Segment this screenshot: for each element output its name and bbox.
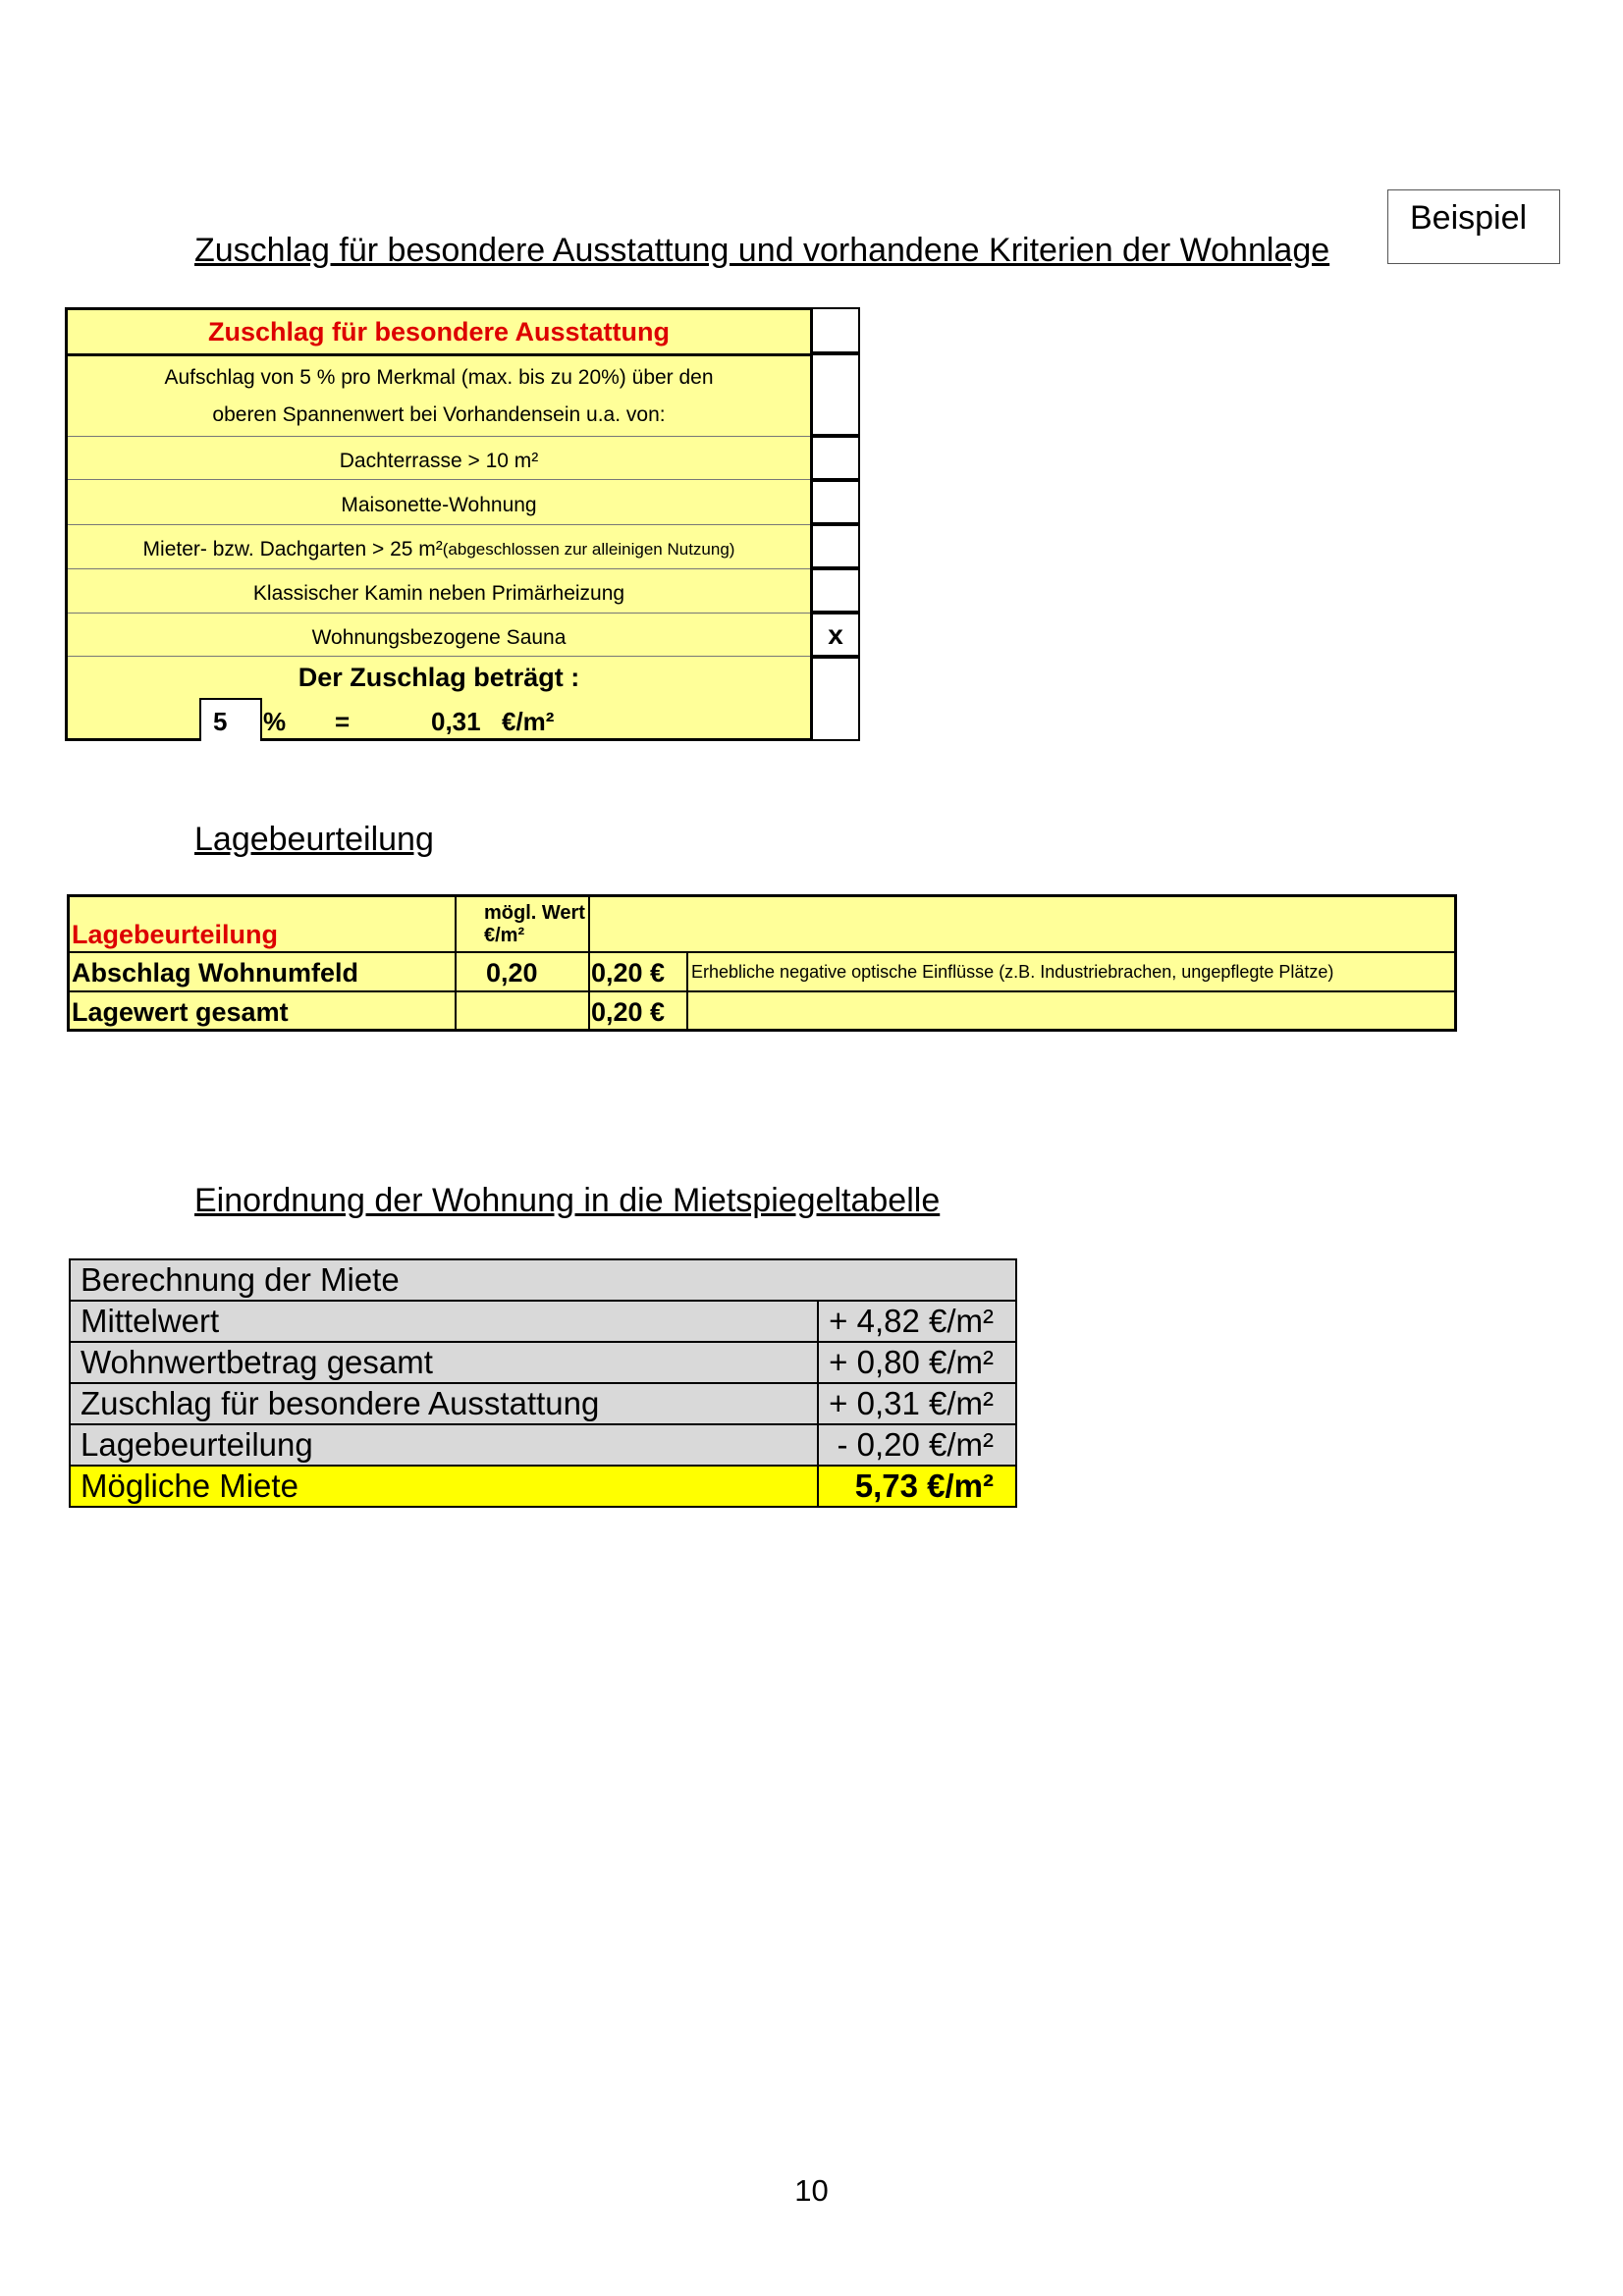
rent-calc-title: Berechnung der Miete: [81, 1261, 400, 1298]
location-row-value-2: 0,20 €: [591, 997, 666, 1027]
rent-calc-label: Mittelwert: [81, 1303, 220, 1339]
mark-cell-sauna: x: [813, 613, 860, 657]
section2-heading: Lagebeurteilung: [194, 821, 434, 858]
rent-calc-value: + 0,80 €/m²: [817, 1343, 1015, 1382]
feature-sauna: Wohnungsbezogene Sauna: [311, 626, 567, 649]
surcharge-result-label: Der Zuschlag beträgt :: [298, 662, 580, 692]
location-table: [67, 894, 1457, 1032]
intro-line-1: Aufschlag von 5 % pro Merkmal (max. bis zu 20%) über den: [164, 366, 714, 389]
rent-calc-label: Zuschlag für besondere Ausstattung: [81, 1385, 600, 1421]
rent-calc-total-row: [71, 1465, 1015, 1506]
location-header-label: Lagebeurteilung: [72, 920, 279, 949]
feature-maisonette: Maisonette-Wohnung: [341, 494, 537, 516]
feature-mietergarten-note: (abgeschlossen zur alleinigen Nutzung): [442, 540, 735, 559]
page-number: 10: [794, 2173, 829, 2208]
rent-calc-row-zuschlag: [71, 1382, 1015, 1423]
location-row-label-1: Abschlag Wohnumfeld: [72, 958, 359, 988]
rent-calc-value: + 0,31 €/m²: [817, 1384, 1015, 1423]
percent-sign: %: [263, 707, 287, 736]
equipment-surcharge-table: [65, 307, 860, 741]
surcharge-amount: 0,31: [431, 707, 481, 736]
equipment-surcharge-panel: [65, 307, 813, 741]
equals-sign: =: [335, 707, 351, 736]
percent-input[interactable]: 5: [199, 698, 262, 741]
rent-calculation-table: [69, 1258, 1017, 1508]
rent-calc-row-mittelwert: [71, 1300, 1015, 1341]
mark-cell-mietergarten: [813, 524, 860, 568]
location-row-note-1: Erhebliche negative optische Einflüsse (z.B. Industriebrachen, ungepflegte Plätze): [691, 962, 1334, 982]
rent-calc-label: Lagebeurteilung: [81, 1426, 313, 1463]
mark-cell-title: [813, 307, 860, 353]
equipment-surcharge-title: Zuschlag für besondere Ausstattung: [207, 316, 671, 347]
mark-cell-kamin: [813, 568, 860, 613]
rent-calc-row-wohnwert: [71, 1341, 1015, 1382]
feature-dachterrasse: Dachterrasse > 10 m²: [339, 450, 539, 472]
feature-mietergarten-label: Mieter- bzw. Dachgarten > 25 m²: [142, 538, 443, 561]
mark-cell-dachterrasse: [813, 436, 860, 480]
surcharge-unit: €/m²: [502, 707, 555, 736]
rent-calc-total-value: 5,73 €/m²: [817, 1467, 1015, 1506]
rent-calc-label: Wohnwertbetrag gesamt: [81, 1344, 433, 1380]
section3-heading: Einordnung der Wohnung in die Mietspiegeltabelle: [194, 1182, 941, 1219]
beispiel-label: Beispiel: [1387, 189, 1560, 264]
mark-cell-maisonette: [813, 480, 860, 524]
section1-heading: Zuschlag für besondere Ausstattung und vorhandene Kriterien der Wohnlage: [194, 232, 1330, 269]
mark-cell-result: [813, 657, 860, 741]
location-row-label-2: Lagewert gesamt: [72, 997, 289, 1027]
rent-calc-row-lage: [71, 1423, 1015, 1465]
rent-calc-value: - 0,20 €/m²: [817, 1425, 1015, 1465]
location-row-value-1: 0,20 €: [591, 958, 666, 988]
intro-line-2: oberen Spannenwert bei Vorhandensein u.a. von:: [212, 403, 666, 426]
rent-calc-value: + 4,82 €/m²: [817, 1302, 1015, 1341]
rent-calc-total-label: Mögliche Miete: [81, 1468, 298, 1504]
location-header-col: mögl. Wert €/m²: [484, 902, 585, 946]
location-row-possible-1: 0,20: [486, 958, 538, 988]
feature-mietergarten: [68, 532, 810, 567]
rent-calc-title-row: [71, 1260, 1015, 1300]
feature-kamin: Klassischer Kamin neben Primärheizung: [252, 582, 625, 605]
mark-cell-intro: [813, 353, 860, 436]
